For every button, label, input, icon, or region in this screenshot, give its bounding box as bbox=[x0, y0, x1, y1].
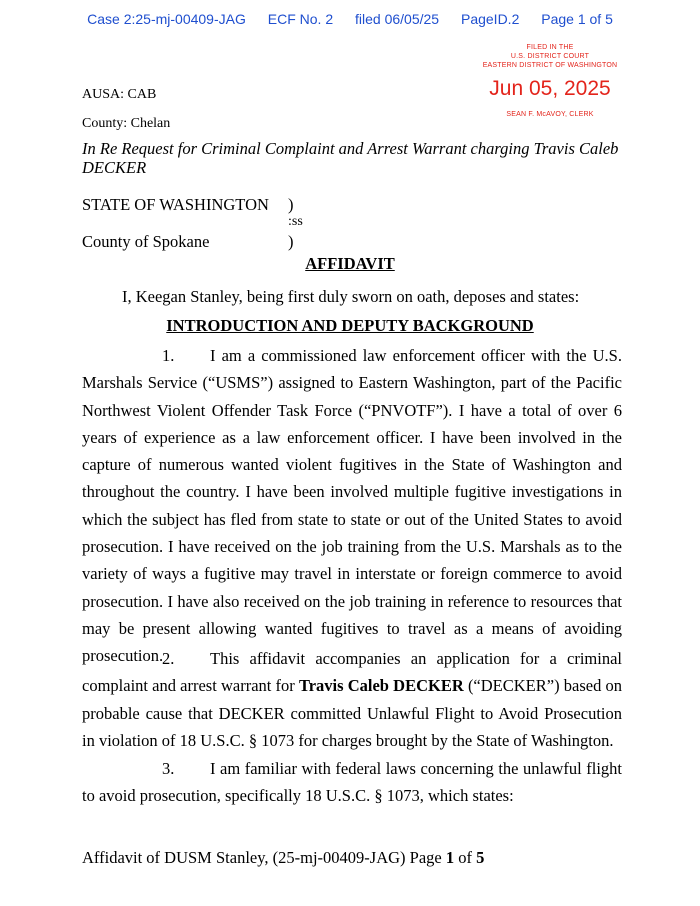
affidavit-title: AFFIDAVIT bbox=[305, 254, 395, 273]
page-footer bbox=[82, 848, 484, 868]
caption-line-2: DECKER bbox=[82, 158, 147, 177]
footer-of: of bbox=[454, 848, 477, 867]
section-heading: INTRODUCTION AND DEPUTY BACKGROUND bbox=[166, 316, 534, 335]
paragraph-1 bbox=[82, 342, 622, 670]
ecf-header bbox=[0, 11, 700, 27]
stamp-clerk: SEAN F. McAVOY, CLERK bbox=[506, 111, 594, 118]
caption-line-1: In Re Request for Criminal Complaint and Arrest Warrant charging Travis Caleb bbox=[82, 139, 619, 158]
paragraph-1-text: I am a commissioned law enforcement officer with the U.S. Marshals Service (“USMS”) assigned to Eastern Washington, part of the Pacific Northwest Violent Offender Task Force (“PNVOTF”). I have a total of over 6 years of experience as a law enforcement officer. I have been involved in the capture of numerous wanted violent fugitives in the State of Washington and throughout the country. I have been involved multiple fugitive investigations in which the subject has fled from state to state or out of the United States to avoid prosecution. I have received on the job training from the U.S. Marshals as to the variety of ways a fugitive may travel in interstate or foreign commerce to avoid prosecution. I have also received on the job training in reference to resources that may be present allowing wanted fugitives to travel as a means of avoiding prosecution. bbox=[82, 346, 622, 666]
venue-ss: :ss bbox=[288, 214, 303, 229]
stamp-date: Jun 05, 2025 bbox=[489, 77, 611, 100]
paragraph-3-number: 3. bbox=[162, 759, 175, 778]
stamp-filed-in: FILED IN THE bbox=[526, 44, 574, 51]
venue-paren-2: ) bbox=[288, 232, 294, 251]
footer-page-number: 1 bbox=[445, 848, 455, 867]
ecf-number: ECF No. 2 bbox=[267, 11, 334, 27]
county-line: County: Chelan bbox=[82, 116, 171, 131]
oath-statement: I, Keegan Stanley, being first duly sworn on oath, deposes and states: bbox=[122, 287, 580, 306]
stamp-district: EASTERN DISTRICT OF WASHINGTON bbox=[482, 62, 618, 69]
paragraph-2-number: 2. bbox=[162, 649, 175, 668]
ecf-case-number: Case 2:25-mj-00409-JAG bbox=[87, 11, 246, 27]
paragraph-3 bbox=[82, 755, 622, 810]
venue-county: County of Spokane bbox=[82, 232, 210, 251]
defendant-name: Travis Caleb DECKER bbox=[298, 676, 464, 696]
venue-paren-1: ) bbox=[288, 195, 294, 214]
paragraph-1-number: 1. bbox=[162, 346, 175, 365]
venue-state: STATE OF WASHINGTON bbox=[82, 195, 269, 214]
ecf-filed-date: filed 06/05/25 bbox=[355, 11, 440, 27]
paragraph-2-text-after: (“DECKER”) based on probable cause that DECKER committed Unlawful Flight to Avoid Prosecution in violation of 18 U.S.C. § 1073 for charges brought by the State of Washington. bbox=[82, 676, 622, 750]
footer-prefix: Affidavit of DUSM Stanley, (25-mj-00409-JAG) Page bbox=[82, 848, 446, 867]
paragraph-3-text: I am familiar with federal laws concerning the unlawful flight to avoid prosecution, specifically 18 U.S.C. § 1073, which states: bbox=[82, 759, 622, 806]
paragraph-2-text-before: This affidavit accompanies an application for a criminal complaint and arrest warrant for bbox=[82, 649, 622, 696]
ausa-line: AUSA: CAB bbox=[82, 87, 157, 102]
ecf-page-id: PageID.2 bbox=[460, 11, 520, 27]
paragraph-2 bbox=[82, 645, 622, 754]
ecf-page-of: Page 1 of 5 bbox=[541, 11, 613, 27]
stamp-court: U.S. DISTRICT COURT bbox=[510, 53, 590, 60]
footer-page-total: 5 bbox=[476, 848, 485, 867]
